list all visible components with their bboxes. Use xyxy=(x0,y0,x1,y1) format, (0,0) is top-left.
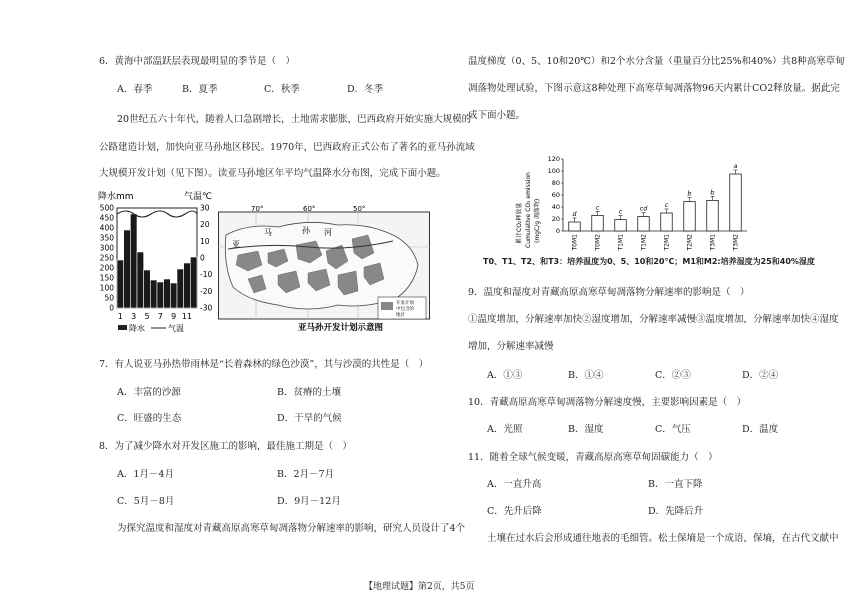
precip-tick-label: 200 xyxy=(99,263,114,273)
precip-tick-label: 350 xyxy=(99,233,114,243)
amazon-map xyxy=(218,205,430,332)
co2-bar xyxy=(615,220,627,231)
temp-tick-label: 20 xyxy=(200,220,210,230)
co2-bar xyxy=(592,215,604,231)
month-tick-label: 3 xyxy=(131,312,137,321)
co2-category-label: T2M2 xyxy=(686,234,694,251)
temp-tick-label: 0 xyxy=(200,253,205,263)
q9-option-c: C．②③ xyxy=(655,370,691,381)
intro-line-1: 20世纪五六十年代，随着人口急剧增长，土地需求膨胀，巴西政府开始实施大规模的 xyxy=(117,114,472,125)
co2-category-label: T1M2 xyxy=(640,234,648,251)
co2-bar xyxy=(569,222,581,231)
month-tick-label: 5 xyxy=(144,312,150,321)
co2-ylabel-cn: 累计CO₂释放量 xyxy=(516,202,523,244)
month-tick-label: 7 xyxy=(157,312,163,321)
q7-option-d: D．干旱的气候 xyxy=(277,413,342,424)
precip-tick-label: 300 xyxy=(99,243,114,253)
map-caption: 亚马孙开发计划示意图 xyxy=(298,323,384,332)
lon-label-60: 60° xyxy=(303,205,316,213)
co2-category-label: T0M2 xyxy=(594,234,602,251)
co2-ytick-label: 100 xyxy=(547,167,560,176)
lon-label-50: 50° xyxy=(353,205,366,213)
co2-significance-letter: b xyxy=(710,188,715,197)
temp-tick-label: -10 xyxy=(200,270,213,280)
precip-tick-label: 100 xyxy=(99,283,114,293)
q8-option-d: D．9月－12月 xyxy=(277,496,341,507)
precip-legend-label: 降水 xyxy=(129,324,145,333)
q10-option-d: D．温度 xyxy=(742,424,779,435)
co2-significance-letter: c xyxy=(595,203,600,212)
precip-bar xyxy=(184,263,191,308)
q8-stem: 8．为了减少降水对开发区施工的影响，最佳施工期是（ ） xyxy=(99,441,353,452)
map-legend-3: 地区 xyxy=(396,313,405,318)
co2-ytick-label: 0 xyxy=(555,227,560,236)
q6-stem: 6．黄海中部温跃层表现最明显的季节是（ ） xyxy=(99,56,296,67)
intro2: 为探究温度和湿度对青藏高原高寒草甸凋落物分解速率的影响，研究人员设计了4个 xyxy=(117,523,466,534)
co2-bar xyxy=(638,217,650,231)
month-tick-label: 11 xyxy=(181,312,193,321)
precip-bar xyxy=(170,283,177,308)
co2-ytick-label: 60 xyxy=(551,191,560,200)
precip-tick-label: 250 xyxy=(99,253,114,263)
q11-stem: 11．随着全球气候变暖，青藏高原高寒草甸固碳能力（ ） xyxy=(468,452,718,463)
co2-category-label: T3M2 xyxy=(732,234,740,251)
region-label-ya: 亚 xyxy=(232,240,240,249)
co2-bar xyxy=(684,202,696,231)
temp-legend-label: 气温 xyxy=(168,324,184,333)
q8-option-a: A．1月－4月 xyxy=(117,469,174,480)
page-footer: 【地理试题】第2页，共5页 xyxy=(364,582,475,592)
q6-option-c: C．秋季 xyxy=(264,84,300,95)
q10-stem: 10．青藏高原高寒草甸凋落物分解速度慢，主要影响因素是（ ） xyxy=(468,397,747,408)
q9-body-2: 增加，分解速率减慢 xyxy=(468,341,554,352)
precip-tick-label: 400 xyxy=(99,223,114,233)
q11-option-b: B．一直下降 xyxy=(648,479,703,490)
q10-option-a: A．光照 xyxy=(487,424,523,435)
precip-tick-label: 450 xyxy=(99,213,114,223)
q7-stem: 7．有人说亚马孙热带雨林是“长着森林的绿色沙漠”，其与沙漠的共性是（ ） xyxy=(99,359,429,370)
right-intro-2: 凋落物处理试验，下图示意这8种处理下高寒草甸凋落物96天内累计CO2释放量。据此完 xyxy=(468,83,840,94)
right-intro-3: 成下面小题。 xyxy=(468,110,526,121)
map-legend-2: 中包含的 xyxy=(396,307,414,312)
precip-bar xyxy=(130,214,137,308)
temp-tick-label: -30 xyxy=(200,303,213,313)
co2-ylabel-en: Cumulative CO₂ emission xyxy=(525,172,532,248)
co2-chart-caption: T0、T1、T2、和T3：培养温度为0、5、10和20°C；M1和M2:培养湿度为25和40%湿度 xyxy=(483,257,815,266)
region-label-sun: 孙 xyxy=(302,226,310,235)
co2-bar xyxy=(661,213,673,231)
map-legend-1: 开发计划 xyxy=(396,301,414,306)
co2-category-label: T2M1 xyxy=(663,234,671,251)
q9-option-a: A．①③ xyxy=(487,370,523,381)
precip-bar xyxy=(137,252,144,308)
q9-option-b: B．①④ xyxy=(568,370,604,381)
q9-body-1: ①温度增加，分解速率加快②湿度增加，分解速率减慢③温度增加，分解速率加快④湿度 xyxy=(468,314,839,325)
region-label-ma: 马 xyxy=(264,228,272,237)
region-label-he: 河 xyxy=(324,228,332,237)
co2-category-label: T0M1 xyxy=(571,234,579,251)
co2-category-label: T1M1 xyxy=(617,234,625,251)
precip-bar xyxy=(124,230,131,308)
precip-tick-label: 500 xyxy=(99,203,114,213)
co2-significance-letter: d xyxy=(572,210,577,218)
co2-ytick-label: 20 xyxy=(551,215,560,224)
q10-option-b: B．湿度 xyxy=(568,424,604,435)
q9-option-d: D．②④ xyxy=(742,370,779,381)
temp-tick-label: -20 xyxy=(200,286,213,296)
q8-option-b: B．2月－7月 xyxy=(277,469,335,480)
q7-option-a: A．丰富的沙源 xyxy=(117,387,181,398)
month-tick-label: 9 xyxy=(171,312,177,321)
precip-unit-label: 降水mm xyxy=(98,192,134,202)
q6-option-b: B．夏季 xyxy=(182,84,218,95)
co2-category-label: T3M1 xyxy=(709,234,717,251)
co2-ytick-label: 40 xyxy=(551,203,560,212)
temp-tick-label: 30 xyxy=(200,203,210,213)
temperature-line xyxy=(117,211,197,217)
precip-bar xyxy=(177,269,184,308)
co2-significance-letter: c xyxy=(618,207,623,216)
precip-tick-label: 0 xyxy=(109,303,114,313)
q7-option-b: B．贫瘠的土壤 xyxy=(277,387,341,398)
q11-option-a: A．一直升高 xyxy=(487,479,542,490)
climate-chart xyxy=(96,188,216,333)
intro-line-3: 大规模开发计划（见下图）。读亚马孙地区年平均气温降水分布图，完成下面小题。 xyxy=(99,168,446,179)
q9-stem: 9．温度和湿度对青藏高原高寒草甸凋落物分解速率的影响是（ ） xyxy=(468,287,750,298)
co2-significance-letter: a xyxy=(733,162,738,170)
co2-emission-chart xyxy=(515,148,770,256)
precip-bar xyxy=(150,280,157,308)
precip-tick-label: 150 xyxy=(99,273,114,283)
month-tick-label: 1 xyxy=(117,312,123,321)
right-intro-1: 温度梯度（0、5、10和20℃）和2个水分含量（重量百分比25%和40%）共8种高寒草甸 xyxy=(468,56,845,67)
precip-bar xyxy=(117,260,124,308)
q7-option-c: C．旺盛的生态 xyxy=(117,413,182,424)
map-legend-swatch xyxy=(381,302,393,310)
q10-option-c: C．气压 xyxy=(655,424,691,435)
precip-bar xyxy=(164,279,171,308)
intro-line-2: 公路建造计划，加快向亚马孙地区移民。1970年，巴西政府正式公布了著名的亚马孙流域 xyxy=(99,142,475,153)
co2-ylabel-unit: (mgC/g 凋落物) xyxy=(534,198,541,243)
right-tail: 土壤在过水后会形成通往地表的毛细管。松土保墒是一个成语，保墒，在古代文献中 xyxy=(487,533,839,544)
co2-significance-letter: c xyxy=(664,201,669,209)
precip-tick-label: 50 xyxy=(104,293,114,303)
temp-unit-label: 气温℃ xyxy=(184,192,213,202)
co2-bar xyxy=(707,200,719,231)
precip-bar xyxy=(157,282,164,308)
precip-bar xyxy=(190,257,197,308)
co2-bar xyxy=(730,174,742,231)
co2-ytick-label: 120 xyxy=(547,155,560,164)
co2-ytick-label: 80 xyxy=(551,179,560,188)
q11-option-d: D．先降后升 xyxy=(648,506,704,517)
q6-option-a: A．春季 xyxy=(117,84,153,95)
temp-tick-label: 10 xyxy=(200,236,210,246)
q6-option-d: D．冬季 xyxy=(347,84,384,95)
q8-option-c: C．5月－8月 xyxy=(117,496,175,507)
precip-bar xyxy=(144,270,151,308)
precip-legend-swatch xyxy=(118,325,127,330)
lon-label-70: 70° xyxy=(251,205,264,213)
co2-significance-letter: b xyxy=(687,189,692,198)
co2-significance-letter: cd xyxy=(639,204,648,213)
q11-option-c: C．先升后降 xyxy=(487,506,542,517)
